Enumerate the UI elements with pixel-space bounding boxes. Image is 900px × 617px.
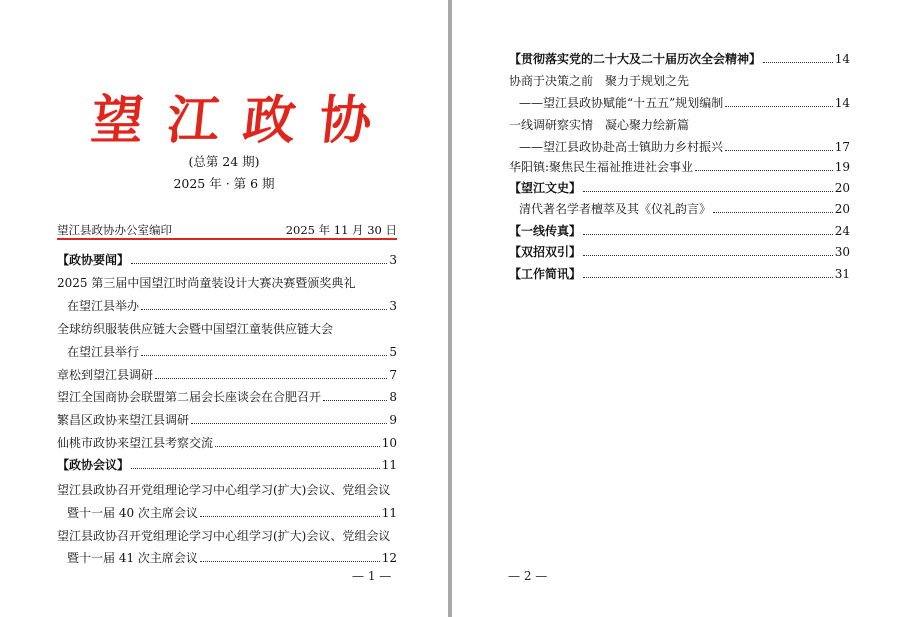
publisher: 望江县政协办公室编印 (57, 223, 172, 237)
toc-leader-dots (200, 560, 380, 562)
toc-leader-dots (191, 422, 387, 424)
toc-page-number: 9 (389, 413, 397, 427)
toc-leader-dots (141, 308, 387, 310)
masthead-title (88, 78, 376, 153)
toc-section (509, 52, 850, 66)
toc-section (509, 224, 850, 238)
toc-label: 全球纺织服装供应链大会暨中国望江童装供应链大会 (57, 322, 334, 336)
toc-label: 暨十一届 41 次主席会议 (67, 551, 198, 565)
toc-page-number: 30 (834, 245, 850, 259)
toc-page-number: 12 (381, 551, 397, 565)
toc-page-number: 11 (381, 506, 397, 520)
toc-label: 在望江县举办 (67, 299, 140, 313)
toc-entry (57, 276, 397, 290)
toc-label: 【一线传真】 (509, 224, 582, 238)
masthead-char: 望 (88, 90, 147, 151)
toc-entry (509, 118, 850, 132)
toc-label: 暨十一届 40 次主席会议 (67, 506, 198, 520)
masthead-char: 江 (164, 90, 223, 151)
publisher-bar (57, 222, 397, 238)
toc-leader-dots (763, 61, 833, 63)
toc-page-number: 11 (381, 458, 397, 472)
toc-label: 望江县政协召开党组理论学习中心组学习(扩大)会议、党组会议 (57, 529, 391, 543)
toc-entry (67, 299, 397, 313)
issue-year: 2025 年 · 第 6 期 (173, 176, 275, 191)
toc-page-number: 17 (834, 140, 850, 154)
toc-label: 章松到望江县调研 (57, 368, 154, 382)
toc-leader-dots (131, 262, 387, 264)
toc-page-number: 20 (834, 202, 850, 216)
page-number: — 2 — (508, 569, 548, 583)
masthead-char: 政 (240, 90, 299, 151)
toc-label: 繁昌区政协来望江县调研 (57, 413, 190, 427)
toc-entry (57, 529, 397, 543)
toc-leader-dots (131, 467, 380, 469)
toc-leader-dots (200, 515, 380, 517)
masthead-char: 协 (316, 90, 375, 151)
toc-label: 协商于决策之前 聚力于规划之先 (509, 74, 690, 88)
toc-label: 【政协会议】 (57, 458, 130, 472)
toc-label: 在望江县举行 (67, 345, 140, 359)
toc-leader-dots (141, 354, 387, 356)
toc-label: 华阳镇:聚焦民生福祉推进社会事业 (509, 160, 694, 174)
toc-label: 一线调研察实情 凝心聚力绘新篇 (509, 118, 690, 132)
toc-label: 【双招双引】 (509, 245, 582, 259)
toc-label: 【望江文史】 (509, 181, 582, 195)
toc-section (57, 253, 397, 267)
toc-section (509, 245, 850, 259)
toc-label: 望江全国商协会联盟第二届会长座谈会在合肥召开 (57, 390, 322, 404)
toc-leader-dots (725, 105, 832, 107)
toc-section (509, 267, 850, 281)
toc-leader-dots (583, 276, 833, 278)
left-page (0, 0, 448, 617)
toc-entry (57, 368, 397, 382)
toc-label: ——望江县政协赋能“十五五”规划编制 (519, 96, 724, 110)
toc-label: 望江县政协召开党组理论学习中心组学习(扩大)会议、党组会议 (57, 483, 391, 497)
publish-date: 2025 年 11 月 30 日 (285, 223, 397, 237)
toc-leader-dots (725, 149, 833, 151)
toc-page-number: 31 (834, 267, 850, 281)
toc-label: 仙桃市政协来望江县考察交流 (57, 436, 214, 450)
toc-leader-dots (583, 233, 833, 235)
toc-page-number: 19 (834, 160, 850, 174)
toc-leader-dots (583, 254, 833, 256)
toc-section (509, 181, 850, 195)
right-page (452, 0, 900, 617)
toc-entry (67, 506, 397, 520)
red-divider (57, 238, 397, 240)
toc-page-number: 7 (389, 368, 397, 382)
issue-total: (总第 24 期) (188, 154, 260, 169)
toc-label: 2025 第三届中国望江时尚童装设计大赛决赛暨颁奖典礼 (57, 276, 356, 290)
toc-page-number: 14 (834, 96, 850, 110)
toc-page-number: 10 (381, 436, 397, 450)
toc-leader-dots (695, 169, 833, 171)
toc-page-number: 3 (389, 299, 397, 313)
toc-label: 【政协要闻】 (57, 253, 130, 267)
toc-entry (519, 202, 850, 216)
toc-leader-dots (713, 211, 833, 213)
toc-label: 【工作简讯】 (509, 267, 582, 281)
toc-entry (57, 436, 397, 450)
toc-entry (509, 74, 850, 88)
toc-entry (519, 140, 850, 154)
toc-label: ——望江县政协赴高士镇助力乡村振兴 (519, 140, 724, 154)
toc-entry (57, 390, 397, 404)
toc-page-number: 20 (834, 181, 850, 195)
toc-entry (57, 483, 397, 497)
toc-page-number: 3 (389, 253, 397, 267)
toc-page-number: 8 (389, 390, 397, 404)
toc-page-number: 24 (834, 224, 850, 238)
toc-section (57, 458, 397, 472)
toc-leader-dots (155, 377, 387, 379)
toc-leader-dots (323, 399, 387, 401)
toc-entry (57, 413, 397, 427)
toc-entry (519, 96, 850, 110)
toc-leader-dots (583, 190, 833, 192)
toc-page-number: 14 (834, 52, 850, 66)
toc-page-number: 5 (389, 345, 397, 359)
toc-entry (67, 551, 397, 565)
page-number: — 1 — (352, 569, 392, 583)
toc-leader-dots (215, 445, 380, 447)
toc-entry (57, 322, 397, 336)
toc-label: 【贯彻落实党的二十大及二十届历次全会精神】 (509, 52, 762, 66)
toc-label: 清代著名学者檀萃及其《仪礼韵言》 (519, 202, 712, 216)
toc-entry (67, 345, 397, 359)
toc-entry (509, 160, 850, 174)
